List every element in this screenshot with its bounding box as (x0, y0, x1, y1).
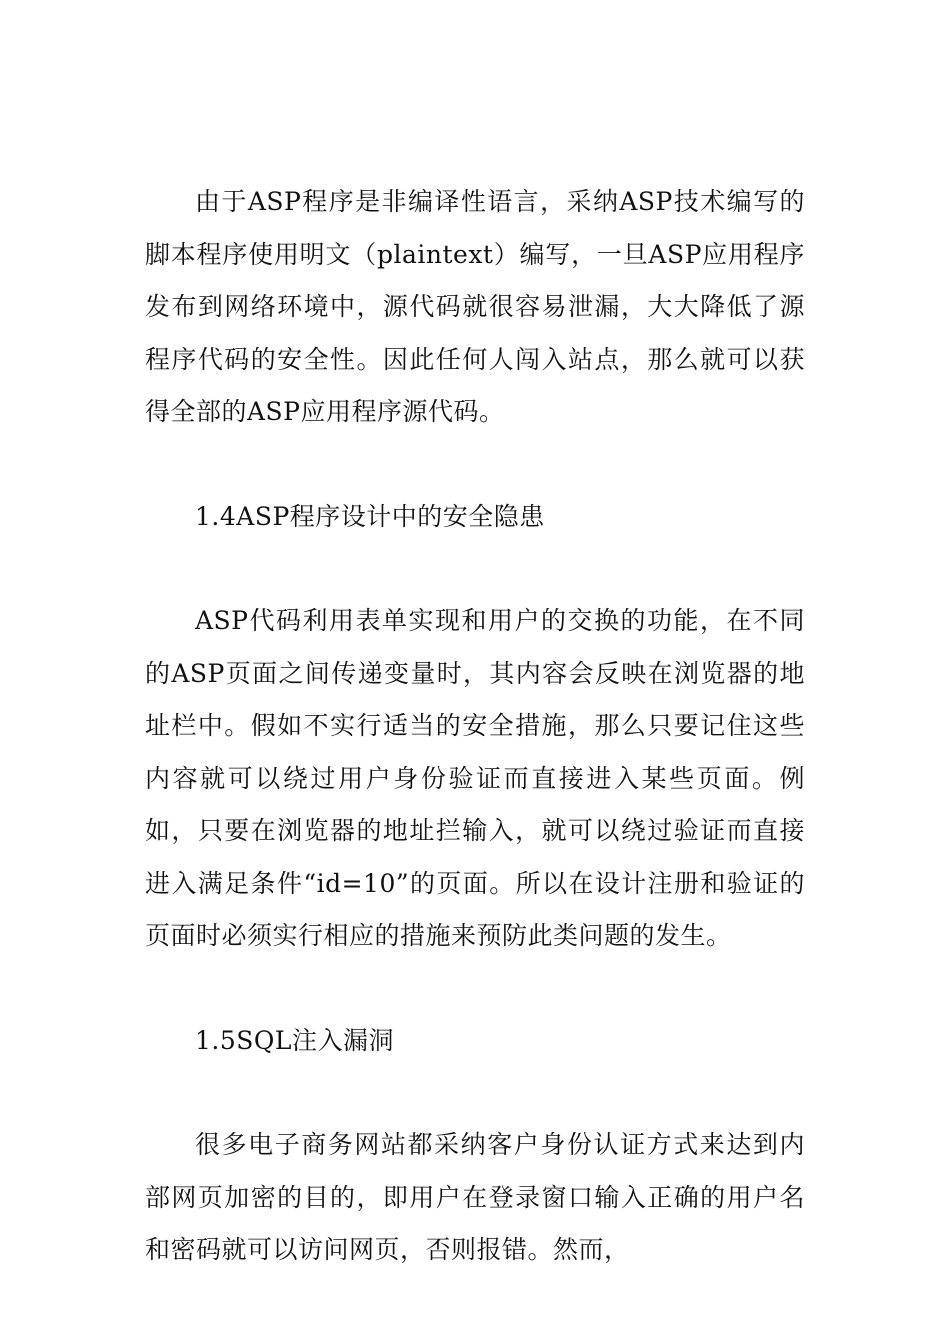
paragraph-asp-source-exposure: 由于ASP程序是非编译性语言，采纳ASP技术编写的脚本程序使用明文（plaintext）编写，一旦ASP应用程序发布到网络环境中，源代码就很容易泄漏，大大降低了源程序代码的安全性。因此任何人闯入站点，那么就可以获得全部的ASP应用程序源代码。 (145, 187, 805, 426)
paragraph-gap (145, 439, 805, 491)
paragraph-gap (145, 1067, 805, 1119)
paragraph-form-variables: ASP代码利用表单实现和用户的交换的功能，在不同的ASP页面之间传递变量时，其内容会反映在浏览器的地址栏中。假如不实行适当的安全措施，那么只要记住这些内容就可以绕过用户身份验证而直接进入某些页面。例如，只要在浏览器的地址拦输入，就可以绕过验证而直接进入满足条件“id=10”的页面。所以在设计注册和验证的页面时必须实行相应的措施来预防此类问题的发生。 (145, 606, 805, 950)
section-heading-1-4: 1.4ASP程序设计中的安全隐患 (195, 501, 545, 531)
paragraph-gap (145, 543, 805, 595)
paragraph-sql-injection: 很多电子商务网站都采纳客户身份认证方式来达到内部网页加密的目的，即用户在登录窗口输入正确的用户名和密码就可以访问网页，否则报错。然而， (145, 1130, 805, 1264)
section-heading-1-5: 1.5SQL注入漏洞 (195, 1025, 394, 1055)
document-body (145, 176, 805, 1277)
paragraph-gap (145, 963, 805, 1015)
